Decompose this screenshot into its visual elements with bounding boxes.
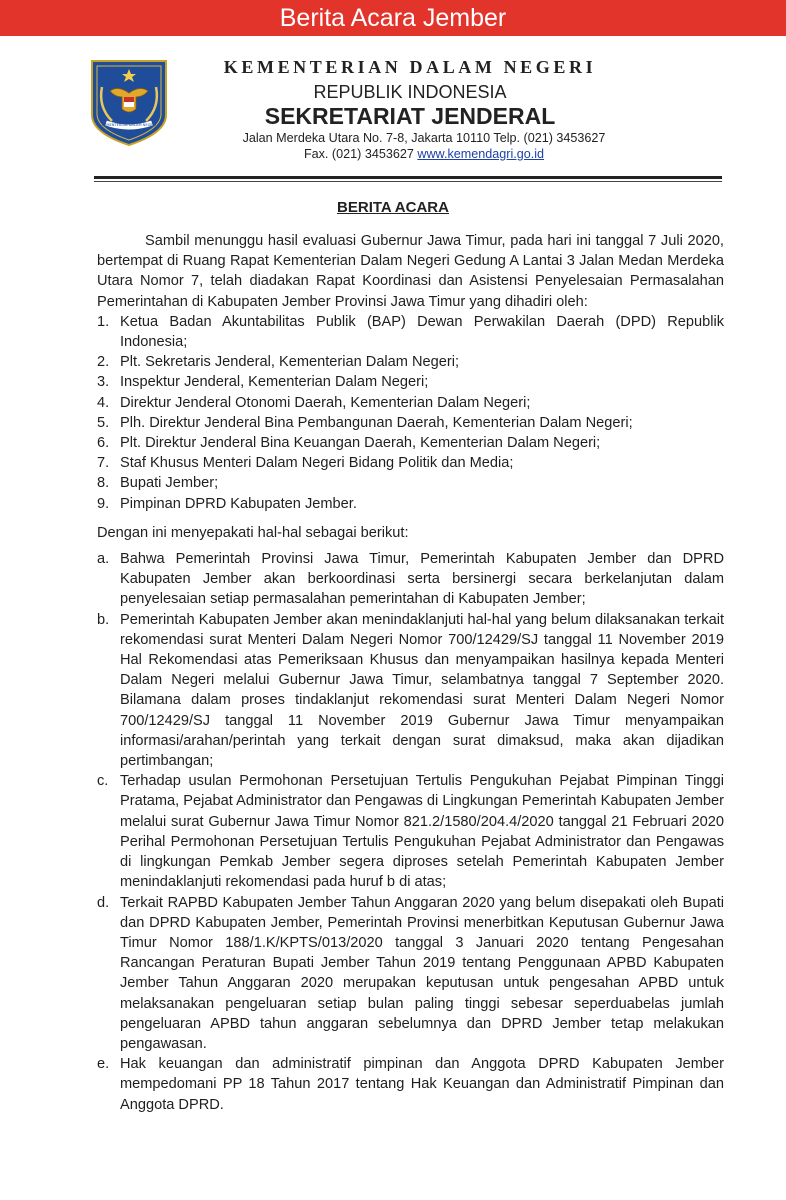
- ministry-name: KEMENTERIAN DALAM NEGERI: [223, 57, 597, 77]
- list-number: 9.: [97, 495, 110, 512]
- agreement-intro: Dengan ini menyepakati hal-hal sebagai berikut:: [97, 524, 409, 541]
- svg-text:KEMENTERIAN DALAM NEGERI: KEMENTERIAN DALAM NEGERI: [101, 123, 157, 127]
- list-item: [97, 312, 724, 352]
- list-item: [97, 771, 724, 892]
- attendee-list: [97, 312, 724, 514]
- list-letter: d.: [97, 894, 110, 911]
- website-link[interactable]: www.kemendagri.go.id: [417, 147, 545, 161]
- list-letter: e.: [97, 1056, 110, 1073]
- letterhead-address: [214, 130, 634, 162]
- list-text: Ketua Badan Akuntabilitas Publik (BAP) Dewan Perwakilan Daerah (DPD) Republik Indonesia;: [120, 313, 724, 351]
- ministry-emblem-logo: [88, 57, 170, 147]
- letterhead-divider-thin: [94, 181, 722, 182]
- list-item: [97, 610, 724, 772]
- list-text: Direktur Jenderal Otonomi Daerah, Kementerian Dalam Negeri;: [120, 394, 531, 411]
- secretariat-name: SEKRETARIAT JENDERAL: [264, 103, 556, 129]
- list-item: [97, 393, 724, 413]
- list-text: Terkait RAPBD Kabupaten Jember Tahun Anggaran 2020 yang belum disepakati oleh Bupati dan DPRD Kabupaten Jember, Pemerintah Provinsi menerbitkan Keputusan Gubernur Jawa Timur Nomor 188/1.K/KPTS/013/2020 tanggal 3 Januari 2020 tentang Pengesahan Rancangan Peraturan Bupati Jember Tahun 2019 tentang Penggunaan APBD Kabupaten Jember Tahun Anggaran 2020 merupakan keputusan untuk pengesahan APBD untuk melaksanakan pengeluaran setiap bulan paling tinggi sebesar seperduabelas jumlah pengeluaran APBD tahun anggaran sebelumnya dan DPRD Jember tetap melakukan pengawasan.: [120, 894, 724, 1052]
- list-number: 3.: [97, 374, 110, 391]
- list-number: 5.: [97, 414, 110, 431]
- list-letter: a.: [97, 551, 110, 568]
- document-body: [97, 231, 724, 1115]
- list-text: Staf Khusus Menteri Dalam Negeri Bidang Politik dan Media;: [120, 455, 514, 472]
- list-item: [97, 433, 724, 453]
- list-item: [97, 494, 724, 514]
- list-item: [97, 352, 724, 372]
- list-number: 6.: [97, 435, 110, 452]
- list-item: [97, 413, 724, 433]
- list-item: [97, 372, 724, 392]
- list-text: Plt. Sekretaris Jenderal, Kementerian Dalam Negeri;: [120, 354, 460, 371]
- republic-name: REPUBLIK INDONESIA: [313, 82, 507, 102]
- agreement-list: [97, 549, 724, 1115]
- list-number: 2.: [97, 354, 110, 371]
- list-letter: b.: [97, 611, 110, 628]
- list-text: Pemerintah Kabupaten Jember akan menindaklanjuti hal-hal yang belum dilaksanakan terkait rekomendasi surat Menteri Dalam Negeri Nomor 700/12429/SJ tanggal 11 November 2019 Hal Rekomendasi atas Pemeriksaan Khusus dan menyampaikan hasilnya kepada Menteri Dalam Negeri melalui Gubernur Jawa Timur, selambatnya tanggal 7 September 2020. Bilamana dalam proses tindaklanjut rekomendasi surat Menteri Dalam Negeri Nomor 700/12429/SJ tanggal 11 November 2019 Gubernur Jawa Timur menyampaikan informasi/arahan/perintah yang terkait dengan surat dimaksud, maka akan dijadikan pertimbangan;: [120, 611, 724, 770]
- list-text: Hak keuangan dan administratif pimpinan dan Anggota DPRD Kabupaten Jember mempedomani PP 18 Tahun 2017 tentang Hak Keuangan dan Administratif Pimpinan dan Anggota DPRD.: [120, 1056, 724, 1113]
- list-letter: c.: [97, 773, 109, 790]
- list-item: [97, 893, 724, 1055]
- list-text: Plt. Direktur Jenderal Bina Keuangan Daerah, Kementerian Dalam Negeri;: [120, 435, 601, 452]
- list-number: 8.: [97, 475, 110, 492]
- list-text: Pimpinan DPRD Kabupaten Jember.: [120, 495, 357, 512]
- contact-line: [214, 146, 634, 162]
- list-text: Inspektur Jenderal, Kementerian Dalam Negeri;: [120, 374, 429, 391]
- opening-paragraph: Sambil menunggu hasil evaluasi Gubernur Jawa Timur, pada hari ini tanggal 7 Juli 2020, bertempat di Ruang Rapat Kementerian Dalam Negeri Gedung A Lantai 3 Jalan Medan Merdeka Utara Nomor 7, telah diadakan Rapat Koordinasi dan Asistensi Penyelesaian Permasalahan Pemerintahan di Kabupaten Jember Provinsi Jawa Timur yang dihadiri oleh:: [97, 233, 724, 310]
- list-number: 1.: [97, 313, 110, 330]
- banner-title: Berita Acara Jember: [0, 0, 786, 36]
- address-line: Jalan Merdeka Utara No. 7-8, Jakarta 10110 Telp. (021) 3453627: [242, 131, 606, 145]
- fax-number: Fax. (021) 3453627: [303, 147, 414, 161]
- list-text: Terhadap usulan Permohonan Persetujuan Tertulis Pengukuhan Pejabat Pimpinan Tinggi Pratama, Pejabat Administrator dan Pengawas di Lingkungan Pemerintah Kabupaten Jember melalui surat Gubernur Jawa Timur Nomor 821.2/1580/204.4/2020 tanggal 21 Februari 2020 Perihal Permohonan Persetujuan Tertulis Pengukuhan Pejabat Administrator dan Pengawas di lingkungan Pemkab Jember segera diproses setelah Pemerintah Kabupaten Jember menindaklanjuti rekomendasi pada huruf b di atas;: [120, 773, 724, 891]
- list-item: [97, 1054, 724, 1115]
- list-item: [97, 453, 724, 473]
- list-item: [97, 473, 724, 493]
- list-text: Bahwa Pemerintah Provinsi Jawa Timur, Pemerintah Kabupaten Jember dan DPRD Kabupaten Jember akan berkoordinasi serta bersinergi secara berkelanjutan dalam penyelesaian setiap permasalahan pemerintahan di Kabupaten Jember;: [120, 551, 724, 608]
- list-text: Plh. Direktur Jenderal Bina Pembangunan Daerah, Kementerian Dalam Negeri;: [120, 414, 633, 431]
- letterhead-divider: [94, 176, 722, 179]
- document-title: BERITA ACARA: [337, 199, 449, 216]
- list-number: 7.: [97, 455, 110, 472]
- list-text: Bupati Jember;: [120, 475, 219, 492]
- list-item: [97, 549, 724, 610]
- list-number: 4.: [97, 394, 110, 411]
